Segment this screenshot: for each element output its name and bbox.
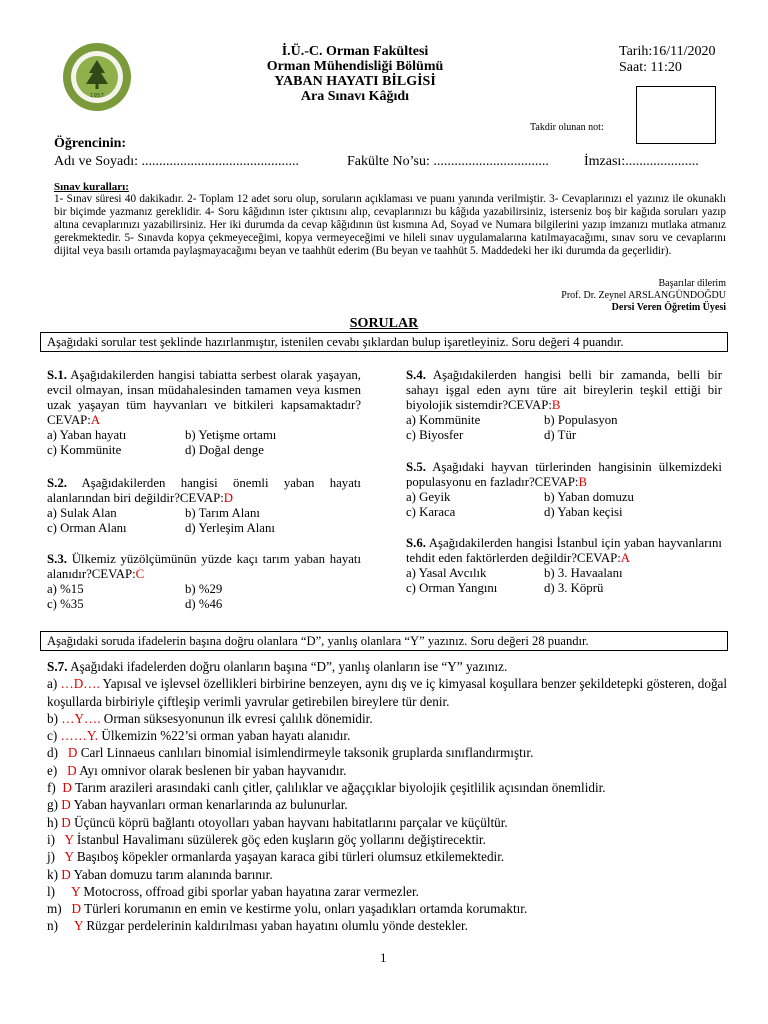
page-number: 1 [380,950,387,965]
statement-letter: c) [47,728,58,744]
statement-answer: D [73,676,84,692]
question-text: Aşağıdaki hayvan türlerinden hangisinin ülkemizdeki populasyonu en fazladır?CEVAP: [406,460,722,489]
option: c) Orman Yangını [406,581,498,595]
option: a) Yaban hayatı [47,428,127,442]
statement-letter: n) [47,918,58,934]
option: c) Biyosfer [406,428,464,442]
question-s4 [406,368,722,443]
option: c) Karaca [406,505,456,519]
faculty-name: İ.Ü.-C. Orman Fakültesi [281,44,429,59]
option: a) Geyik [406,490,451,504]
question-number: S.2. [47,476,67,490]
exam-date: Tarih:16/11/2020 [619,44,716,59]
question-s5 [406,460,722,520]
exam-header [210,44,500,104]
statement-answer: D [61,814,71,830]
question-text: Aşağıdakilerden hangisi tabiatta serbest olarak yaşayan, evcil olmayan, insan müdahalesinden tamamen veya kısmen uzak yaşayan tüm hayvanları ve bitkileri kapsamaktadır?CEVAP: [47,368,361,427]
option: d) 3. Köprü [544,581,604,595]
statement-answer: Y [64,849,74,865]
statement-row [47,848,737,865]
option: c) %35 [47,597,84,611]
wish-text: Başarılar dilerim [658,278,726,289]
statement-row [47,762,737,779]
statement-row [47,796,737,813]
statement-row [47,744,737,761]
statement-row [47,710,737,727]
option: b) Tarım Alanı [185,506,260,520]
question-s6 [406,536,722,596]
statement-row [47,779,737,796]
option: d) Yerleşim Alanı [185,521,275,535]
option: c) Orman Alanı [47,521,127,535]
statement-row [47,727,737,744]
statement-text: Yapısal ve işlevsel özellikleri birbirine benzeyen, aynı dış ve iç kimyasal koşullara benzer şekildetepki gösteren, doğal koşullarda birbiriyle çiftleşip verimli yavrular getirebilen bireylere tür denir. [47,676,731,709]
statement-text: Orman süksesyonunun ilk evresi çalılık dönemidir. [100,710,373,726]
statement-list [47,675,737,934]
option: b) Yaban domuzu [544,490,634,504]
statement-text: Tarım arazileri arasındaki canlı çitler, çalılıklar ve ağaççıklar biyolojik çeşitlilik açısından önemlidir. [71,780,606,796]
question-number: S.5. [406,460,426,474]
statement-letter: e) [47,762,58,778]
professor-role: Dersi Veren Öğretim Üyesi [611,302,726,313]
statement-text: Ayı omnivor olarak beslenen bir yaban hayvanıdır. [76,762,347,778]
statement-text: İstanbul Havalimanı süzülerek göç eden kuşların göç yollarını değiştirecektir. [73,831,486,847]
question-s3 [47,552,361,612]
grade-box [636,86,716,144]
statement-suffix: . [94,728,99,744]
student-faculty-no-field: Fakülte No’su: ................................. [347,154,549,169]
statement-letter: m) [47,901,62,917]
exam-time: Saat: 11:20 [619,60,682,75]
statement-answer: Y [71,883,81,899]
question-s7 [47,658,737,935]
statement-answer: D [67,745,78,761]
statement-answer: Y [74,710,85,726]
grade-label: Takdir olunan not: [530,122,604,133]
student-heading: Öğrencinin: [54,136,127,151]
question-text: Aşağıdakilerden hangisi İstanbul için yaban hayvanlarını tehdit eden faktörlerden değildir?CEVAP: [406,536,722,565]
statement-row [47,883,737,900]
statement-row [47,831,737,848]
rules-title: Sınav kuralları: [54,181,129,193]
question-number: S.1. [47,368,67,382]
question-number: S.7. [47,659,68,674]
option: a) %15 [47,582,84,596]
question-number: S.3. [47,552,67,566]
option: d) %46 [185,597,223,611]
statement-text: Motocross, offroad gibi sporlar yaban hayatına zarar vermezler. [80,883,419,899]
course-name: YABAN HAYATI BİLGİSİ [274,74,436,89]
option: a) Sulak Alan [47,506,117,520]
question-number: S.4. [406,368,426,382]
section-title: SORULAR [349,316,419,331]
statement-prefix: … [57,676,74,692]
statement-prefix: …… [57,728,87,744]
instructions-box-1: Aşağıdaki sorular test şeklinde hazırlanmıştır, istenilen cevabı şıklardan bulup işaretleyiniz. Soru değeri 4 puandır. [40,332,728,352]
statement-answer: Y [86,728,95,744]
instructor-signoff [420,278,726,314]
statement-prefix [62,901,72,916]
option: d) Doğal denge [185,443,264,457]
question-text: Ülkemiz yüzölçümünün yüzde kaçı tarım yaban hayatı alanıdır?CEVAP: [47,552,362,581]
question-answer: C [135,567,145,581]
instructions-box-2: Aşağıdaki soruda ifadelerin başına doğru olanlara “D”, yanlış olanlara “Y” yazınız. Soru değeri 28 puandır. [40,631,728,651]
option: a) Kommünite [406,413,481,427]
option: b) 3. Havaalanı [544,566,623,580]
question-text: Aşağıdakilerden hangisi belli bir zamanda, belli bir sahayı işgal eden aynı türe ait bireylerin teşkil ettiği bir biyolojik sistemdir?CEVAP: [406,368,722,412]
question-answer: B [578,475,588,489]
question-number: S.6. [406,536,426,550]
option: d) Tür [544,428,577,442]
statement-text: Yaban domuzu tarım alanında barınır. [70,866,273,882]
statement-answer: D [67,762,77,778]
question-text: Aşağıdaki ifadelerden doğru olanların başına “D”, yanlış olanların ise “Y” yazınız. [70,659,508,674]
paper-type: Ara Sınavı Kâğıdı [300,89,410,104]
question-answer: A [620,551,631,565]
rules-text: 1- Sınav süresi 40 dakikadır. 2- Toplam 12 adet soru olup, soruların açıklaması ve puanı yanında verilmiştir. 3- Cevaplarınızı el yazınız ile okunaklı bir biçimde yazmanız gereklidir. 4- Soru kâğıdının ister çıktısını alıp, cevaplarınızı bu kâğıda yazabilirsiniz, isterseniz boş bir kağıda soruları yazıp altına cevaplarınızı yazabilirsiniz. Her iki durumda da cevap kâğıdının üst kısmına Ad, Soyad ve Numara bilgilerini yazıp imzanızı mutlaka atmanız gerekmektedir. 5- Sınavda kopya çekmeyeceğimi, kopya vermeyeceğimi ve hileli sınav uygulamalarına katılmayacağımı, sınav soru ve cevaplarını dijital veya basılı ortamda paylaşmayacağımı beyan ve taahhüt ederim (Bu beyan ve taahhüt 5. Maddedeki her iki durumda da geçerlidir). [54,193,726,257]
option: b) Yetişme ortamı [185,428,277,442]
option: c) Kommünite [47,443,122,457]
statement-letter: k) [47,866,58,882]
statement-prefix: … [58,710,75,726]
statement-prefix [57,763,67,778]
statement-row [47,917,737,934]
statement-answer: D [62,780,72,796]
statement-row [47,675,737,710]
question-answer: D [223,491,234,505]
statement-letter: l) [47,883,56,899]
question-s1 [47,368,361,458]
statement-answer: D [71,901,82,917]
statement-suffix: …. [84,710,101,726]
question-answer: A [90,413,101,427]
statement-letter: j) [47,849,56,865]
option: b) %29 [185,582,223,596]
statement-answer: Y [64,831,74,847]
statement-answer: Y [74,918,84,934]
statement-answer: D [61,797,71,813]
professor-name: Prof. Dr. Zeynel ARSLANGÜNDOĞDU [561,290,726,301]
statement-letter: i) [47,831,56,847]
statement-letter: d) [47,745,58,761]
svg-text:1957: 1957 [90,93,104,99]
question-answer: B [551,398,561,412]
statement-letter: a) [47,676,58,692]
statement-row [47,814,737,831]
statement-text: Carl Linnaeus canlıları binomial isimlendirmeyle taksonik gruplarda sınıflandırmıştır. [77,745,534,761]
statement-text: Başıboş köpekler ormanlarda yaşayan karaca gibi türleri olumsuz etkilemektedir. [73,849,505,865]
statement-row [47,900,737,917]
university-seal-icon [62,42,132,112]
question-s2 [47,476,361,536]
statement-answer: D [61,866,71,882]
statement-suffix: …. [83,676,100,692]
statement-text: Ülkemizin %22’si orman yaban hayatı alanıdır. [98,728,351,744]
option: b) Populasyon [544,413,618,427]
department-name: Orman Mühendisliği Bölümü [266,59,444,74]
student-signature-field: İmzası:..................... [584,154,699,169]
statement-letter: g) [47,797,58,813]
option: d) Yaban keçisi [544,505,623,519]
statement-letter: b) [47,710,58,726]
statement-row [47,866,737,883]
student-name-field: Adı ve Soyadı: ............................................. [54,154,299,169]
statement-text: Türleri korumanın en emin ve kestirme yolu, onları yaşadıkları ortamda korumaktır. [81,901,528,917]
statement-prefix [55,884,71,899]
statement-letter: h) [47,814,58,830]
exam-datetime [619,44,716,76]
statement-prefix [58,745,68,760]
statement-text: Yaban hayvanları orman kenarlarında az bulunurlar. [70,797,348,813]
statement-text: Rüzgar perdelerinin kaldırılması yaban hayatını olumlu yönde destekler. [83,918,468,934]
statement-prefix [58,918,74,933]
statement-text: Üçüncü köprü bağlantı otoyolları yaban hayvanı habitatlarını parçalar ve küçültür. [70,814,508,830]
question-text: Aşağıdakilerden hangisi önemli yaban hayatı alanlarından biri değildir?CEVAP: [47,476,361,505]
statement-letter: f) [47,780,56,796]
option: a) Yasal Avcılık [406,566,487,580]
